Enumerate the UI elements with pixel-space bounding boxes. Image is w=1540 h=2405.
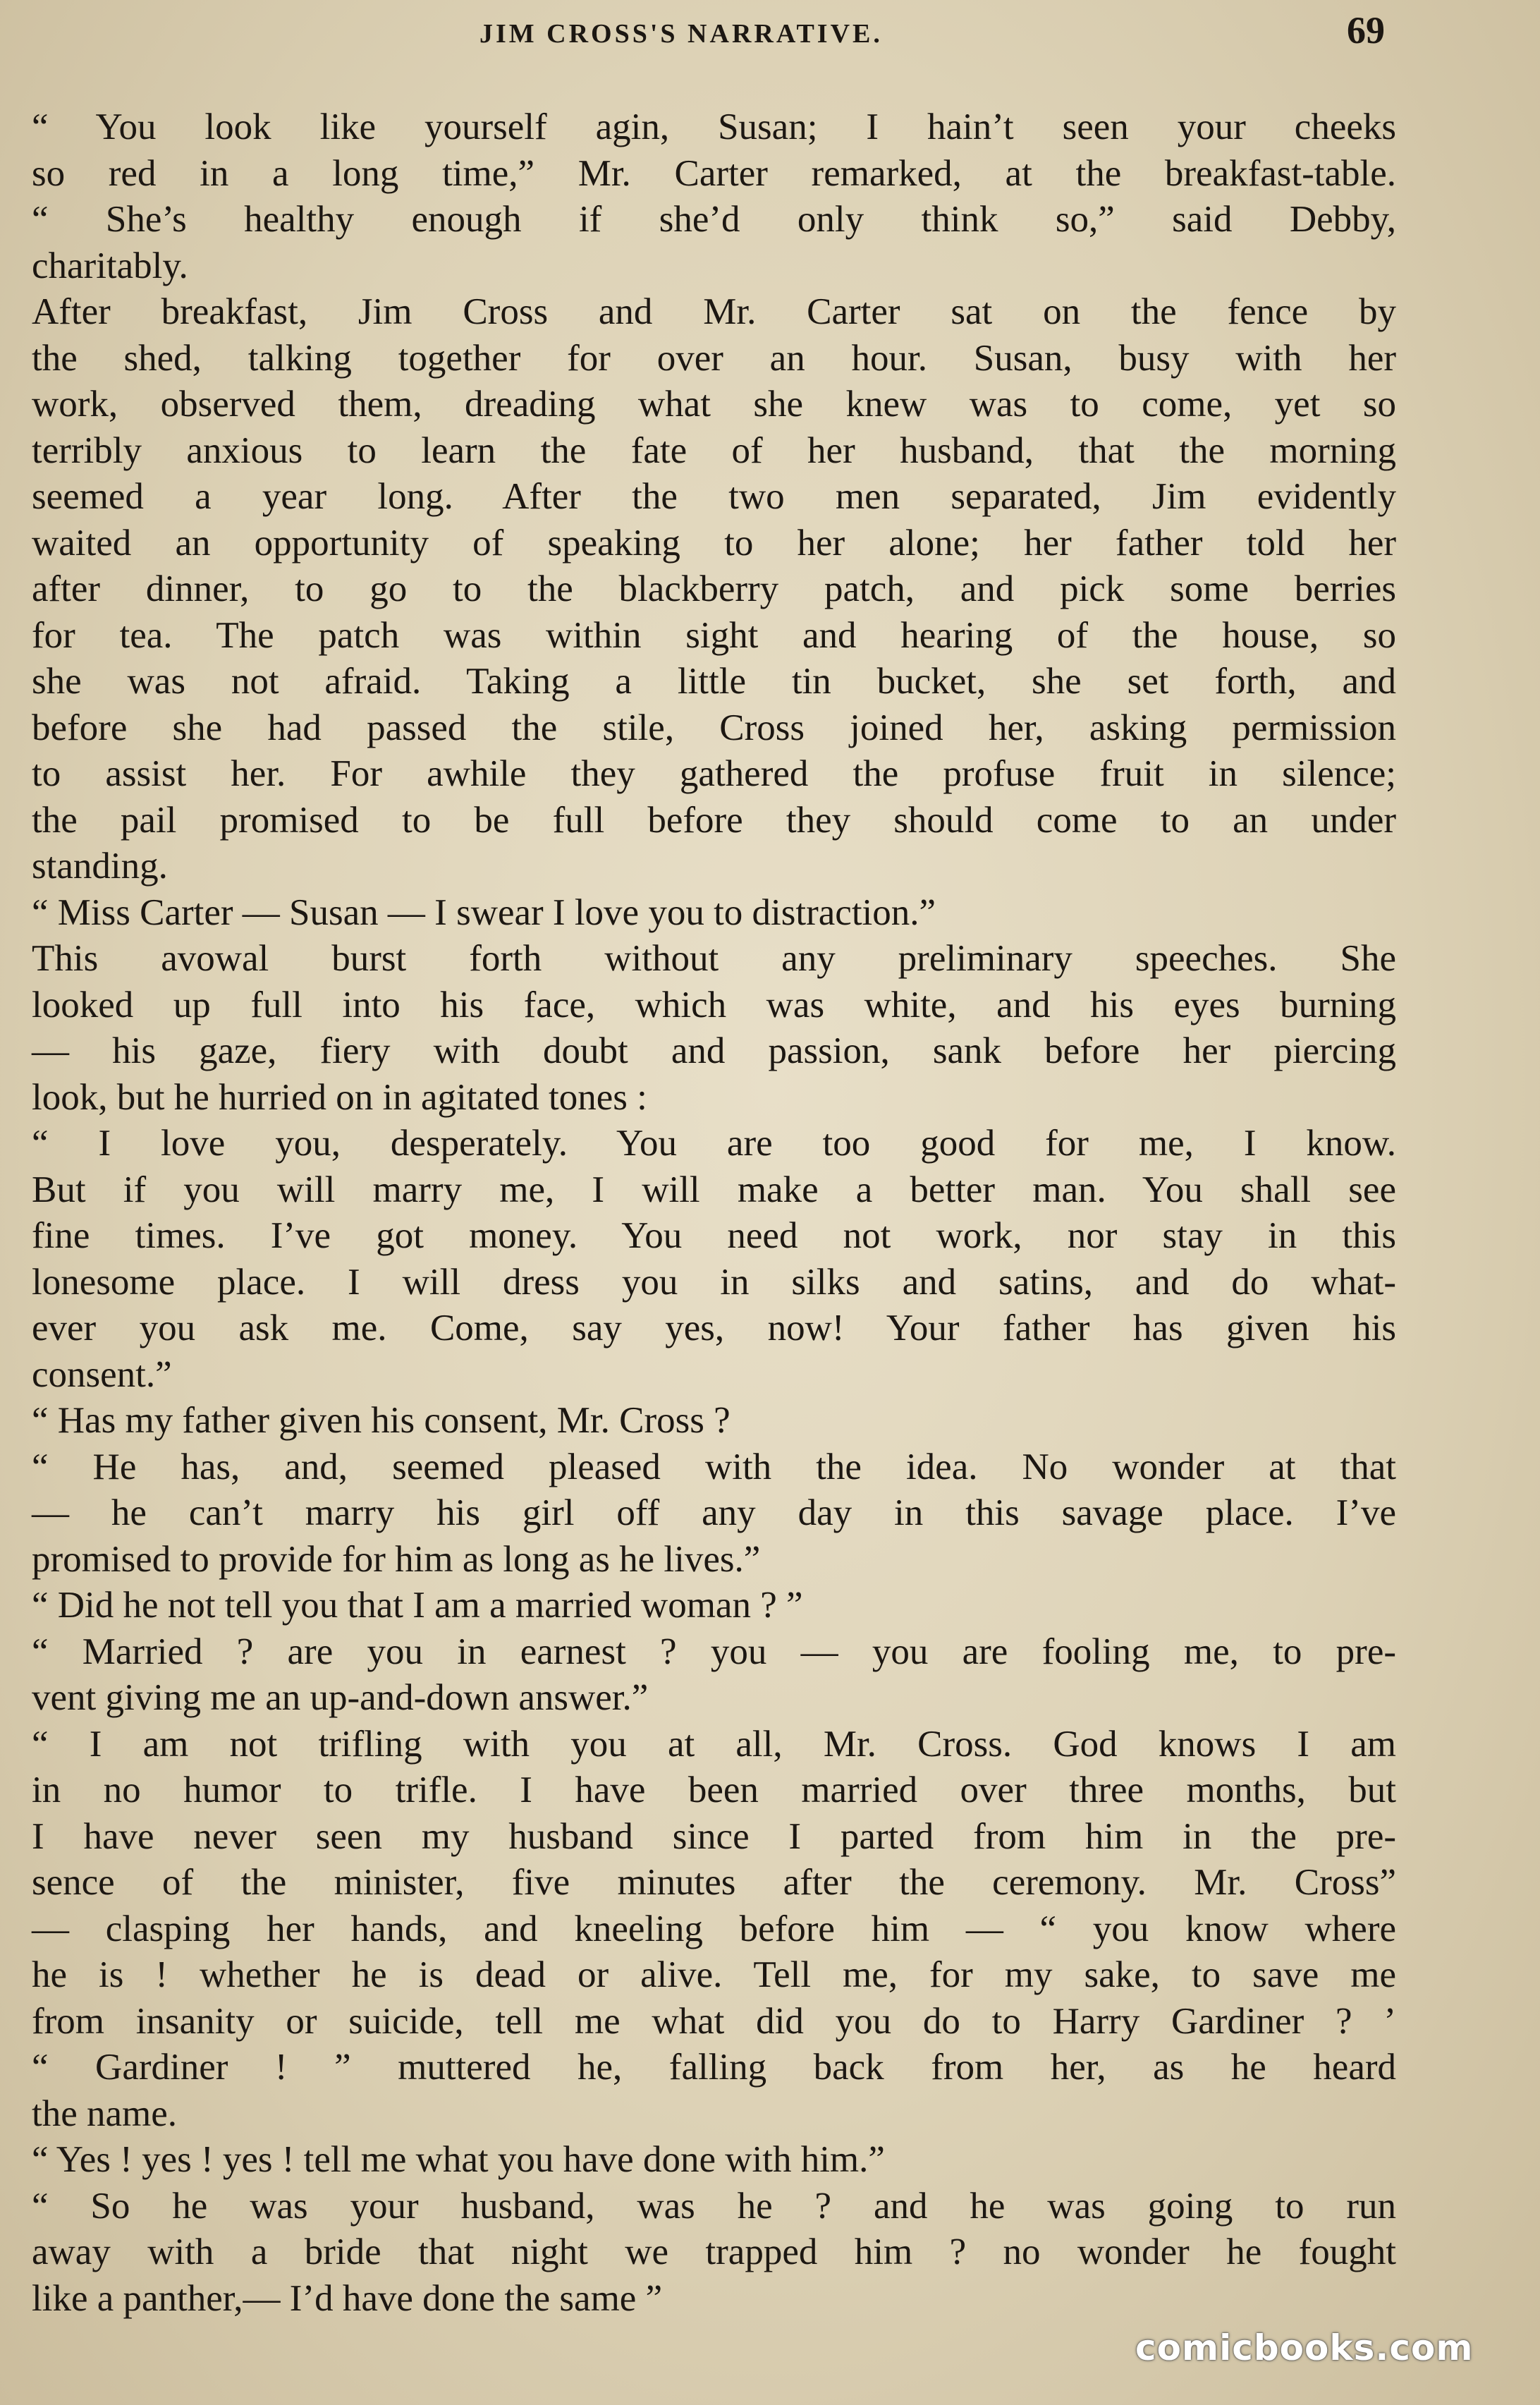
text-line: in no humor to trifle. I have been married over three months, but [32,1770,1396,1810]
text-line: lonesome place. I will dress you in silks and satins, and do what- [32,1261,1396,1303]
text-line: away with a bride that night we trapped him ? no wonder he fought [32,2232,1396,2272]
text-line: so red in a long time,” Mr. Carter remarked, at the breakfast-table. [32,152,1396,194]
text-line: I have never seen my husband since I parted from him in the pre- [32,1815,1396,1857]
text-line: “ Did he not tell you that I am a married woman ? ” [32,1585,803,1626]
page-header [0,7,1540,63]
text-line: terribly anxious to learn the fate of her husband, that the morning [32,430,1396,471]
body-text [32,104,1396,2322]
text-line: “ I love you, desperately. You are too good for me, I know. [32,1123,1396,1164]
text-line: “ Has my father given his consent, Mr. Cross ? [32,1400,731,1441]
text-line: sence of the minister, five minutes after the ceremony. Mr. Cross” [32,1862,1396,1903]
text-line: vent giving me an up-and-down answer.” [32,1677,649,1718]
text-line: “ I am not trifling with you at all, Mr. Cross. God knows I am [32,1723,1396,1765]
text-line: she was not afraid. Taking a little tin bucket, she set forth, and [32,661,1396,702]
text-line: “ He has, and, seemed pleased with the idea. No wonder at that [32,1446,1396,1487]
text-line: before she had passed the stile, Cross joined her, asking permission [32,707,1396,748]
text-line: consent.” [32,1353,172,1395]
text-line: the pail promised to be full before they should come to an under [32,799,1396,841]
text-line: work, observed them, dreading what she knew was to come, yet so [32,384,1396,425]
text-line: looked up full into his face, which was white, and his eyes burning [32,984,1396,1025]
text-line: standing. [32,846,168,887]
text-line: from insanity or suicide, tell me what did you do to Harry Gardiner ? ’ [32,2000,1396,2042]
text-line: promised to provide for him as long as he lives.” [32,1538,761,1580]
text-line: “ So he was your husband, was he ? and he was going to run [32,2185,1396,2227]
text-line: the name. [32,2093,178,2134]
text-line: — clasping her hands, and kneeling before him — “ you know where [32,1908,1396,1949]
text-line: “ Gardiner ! ” muttered he, falling back from her, as he heard [32,2047,1396,2088]
text-line: waited an opportunity of speaking to her alone; her father told her [32,522,1396,564]
text-line: “ You look like yourself agin, Susan; I hain’t seen your cheeks [32,106,1396,147]
running-title: JIM CROSS'S NARRATIVE. [479,19,883,49]
text-line: look, but he hurried on in agitated tones : [32,1076,647,1118]
text-line: like a panther,— I’d have done the same ” [32,2277,663,2319]
text-line: “ She’s healthy enough if she’d only think so,” said Debby, [32,199,1396,240]
text-line: ever you ask me. Come, say yes, now! Your father has given his [32,1308,1396,1348]
text-line: “ Yes ! yes ! yes ! tell me what you have done with him.” [32,2139,885,2180]
text-line: “ Miss Carter — Susan — I swear I love you to distraction.” [32,891,936,933]
text-line: “ Married ? are you in earnest ? you — you are fooling me, to pre- [32,1631,1396,1672]
text-line: After breakfast, Jim Cross and Mr. Carter sat on the fence by [32,291,1396,332]
text-line: he is ! whether he is dead or alive. Tell me, for my sake, to save me [32,1954,1396,1995]
text-line: for tea. The patch was within sight and hearing of the house, so [32,614,1396,656]
text-line: after dinner, to go to the blackberry patch, and pick some berries [32,568,1396,609]
text-line: — he can’t marry his girl off any day in this savage place. I’ve [32,1492,1396,1533]
watermark: comicbooks.com [1135,2327,1474,2368]
text-line: charitably. [32,245,188,286]
text-line: fine times. I’ve got money. You need not work, nor stay in this [32,1215,1396,1256]
text-line: seemed a year long. After the two men separated, Jim evidently [32,476,1396,517]
text-line: the shed, talking together for over an hour. Susan, busy with her [32,337,1396,379]
text-line: — his gaze, fiery with doubt and passion, sank before her piercing [32,1030,1396,1071]
text-line: This avowal burst forth without any preliminary speeches. She [32,938,1396,979]
text-line: to assist her. For awhile they gathered the profuse fruit in silence; [32,753,1396,794]
text-line: But if you will marry me, I will make a better man. You shall see [32,1169,1396,1210]
page-number: 69 [1347,9,1385,51]
